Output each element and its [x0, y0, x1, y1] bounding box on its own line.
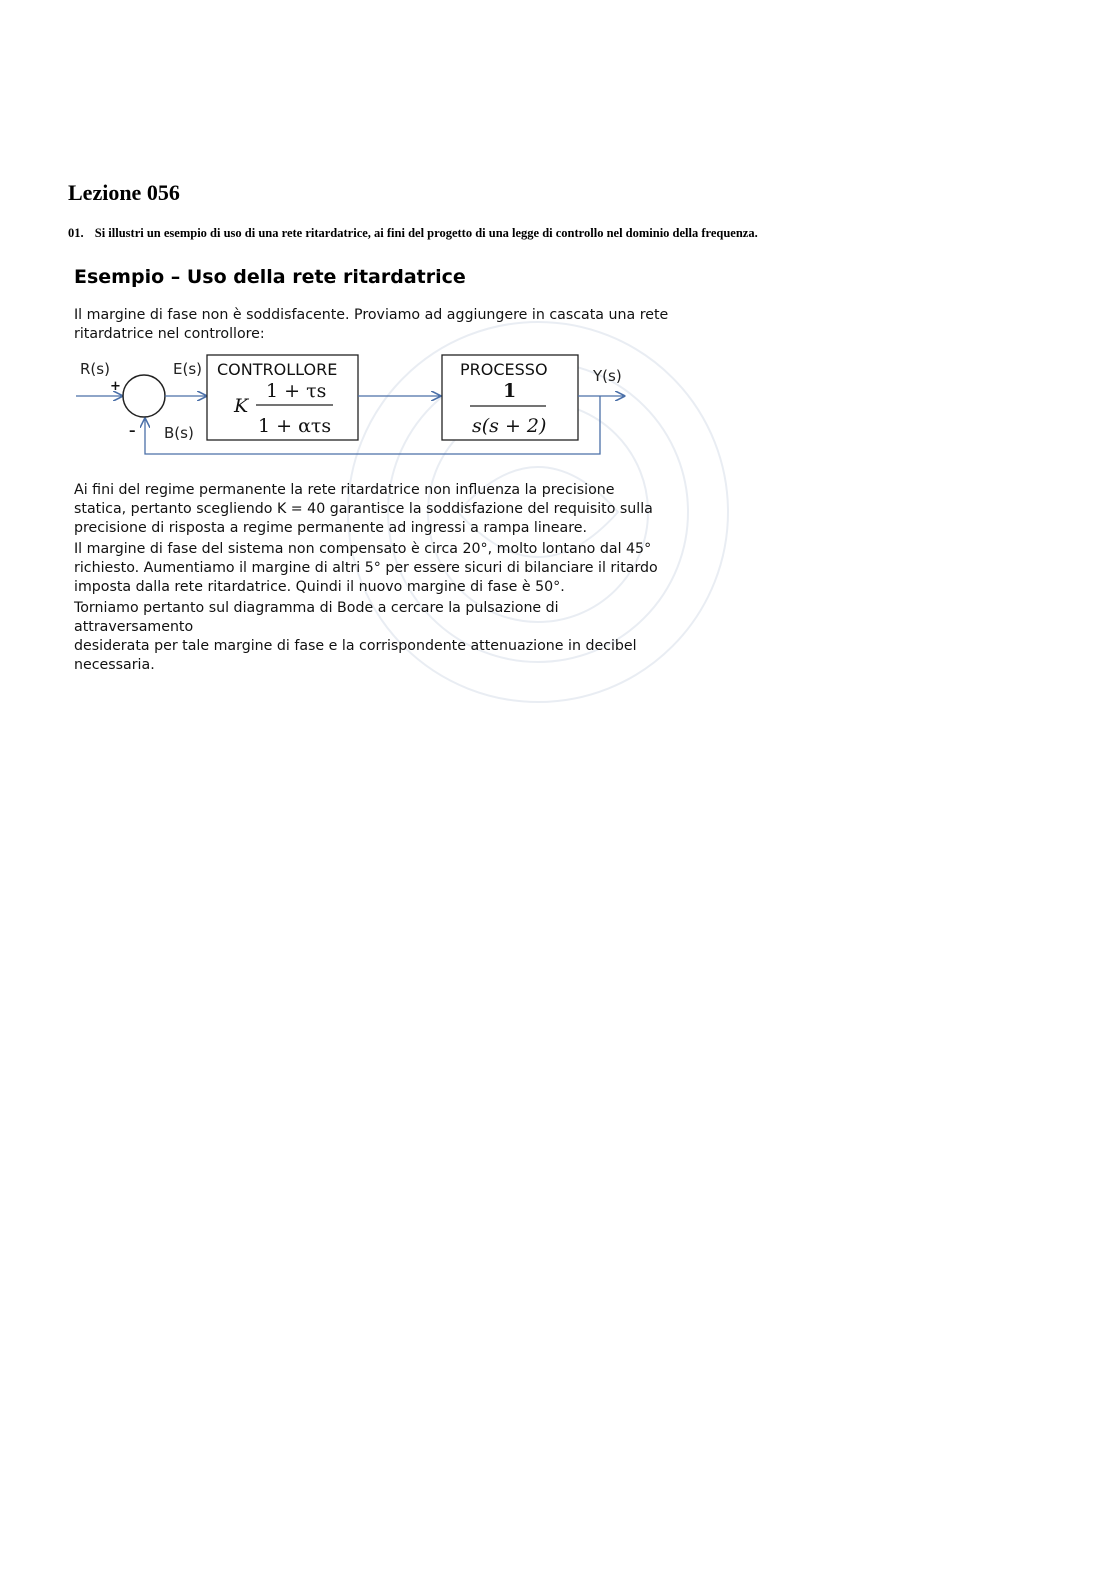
text-line: Il margine di fase del sistema non compensato è circa 20°, molto lontano dal 45°	[74, 541, 652, 557]
controller-title: CONTROLLORE	[217, 360, 338, 379]
text-line: ritardatrice nel controllore:	[74, 326, 265, 342]
process-numerator: 1	[503, 380, 517, 402]
text-line: imposta dalla rete ritardatrice. Quindi il nuovo margine di fase è 50°.	[74, 579, 565, 595]
block-diagram	[68, 350, 674, 460]
error-label: E(s)	[173, 360, 202, 378]
text-line: statica, pertanto scegliendo K = 40 garantisce la soddisfazione del requisito sulla	[74, 501, 653, 517]
intro-paragraph	[74, 306, 674, 344]
controller-gain: K	[234, 395, 249, 417]
question-number: 01.	[68, 226, 84, 240]
slide-image	[68, 262, 674, 673]
question	[68, 226, 968, 241]
controller-numerator: 1 + τs	[266, 380, 327, 402]
summing-junction	[123, 375, 165, 417]
text-line: richiesto. Aumentiamo il margine di altri 5° per essere sicuri di bilanciare il ritardo	[74, 560, 658, 576]
text-line: precisione di risposta a regime permanente ad ingressi a rampa lineare.	[74, 520, 587, 536]
lesson-title: Lezione 056	[68, 180, 180, 205]
text-line: Torniamo pertanto sul diagramma di Bode a cercare la pulsazione di attraversamento	[74, 600, 559, 635]
slide-title: Esempio – Uso della rete ritardatrice	[74, 266, 466, 288]
paragraph-static-precision	[74, 481, 674, 538]
output-label: Y(s)	[593, 367, 622, 385]
question-text: Si illustri un esempio di uso di una rete ritardatrice, ai fini del progetto di una legge di controllo nel dominio della frequenza.	[94, 226, 758, 240]
plus-sign: +	[110, 379, 121, 394]
process-denominator: s(s + 2)	[472, 415, 547, 437]
paragraph-bode	[74, 599, 674, 675]
controller-denominator: 1 + ατs	[258, 415, 332, 437]
text-line: Il margine di fase non è soddisfacente. Proviamo ad aggiungere in cascata una rete	[74, 307, 669, 323]
input-label: R(s)	[80, 360, 110, 378]
text-line: desiderata per tale margine di fase e la corrispondente attenuazione in decibel	[74, 638, 637, 654]
paragraph-phase-margin	[74, 540, 674, 597]
text-line: necessaria.	[74, 657, 155, 673]
text-line: Ai fini del regime permanente la rete ritardatrice non influenza la precisione	[74, 482, 615, 498]
process-title: PROCESSO	[460, 360, 548, 379]
feedback-label: B(s)	[164, 424, 194, 442]
minus-sign: –	[129, 424, 136, 439]
